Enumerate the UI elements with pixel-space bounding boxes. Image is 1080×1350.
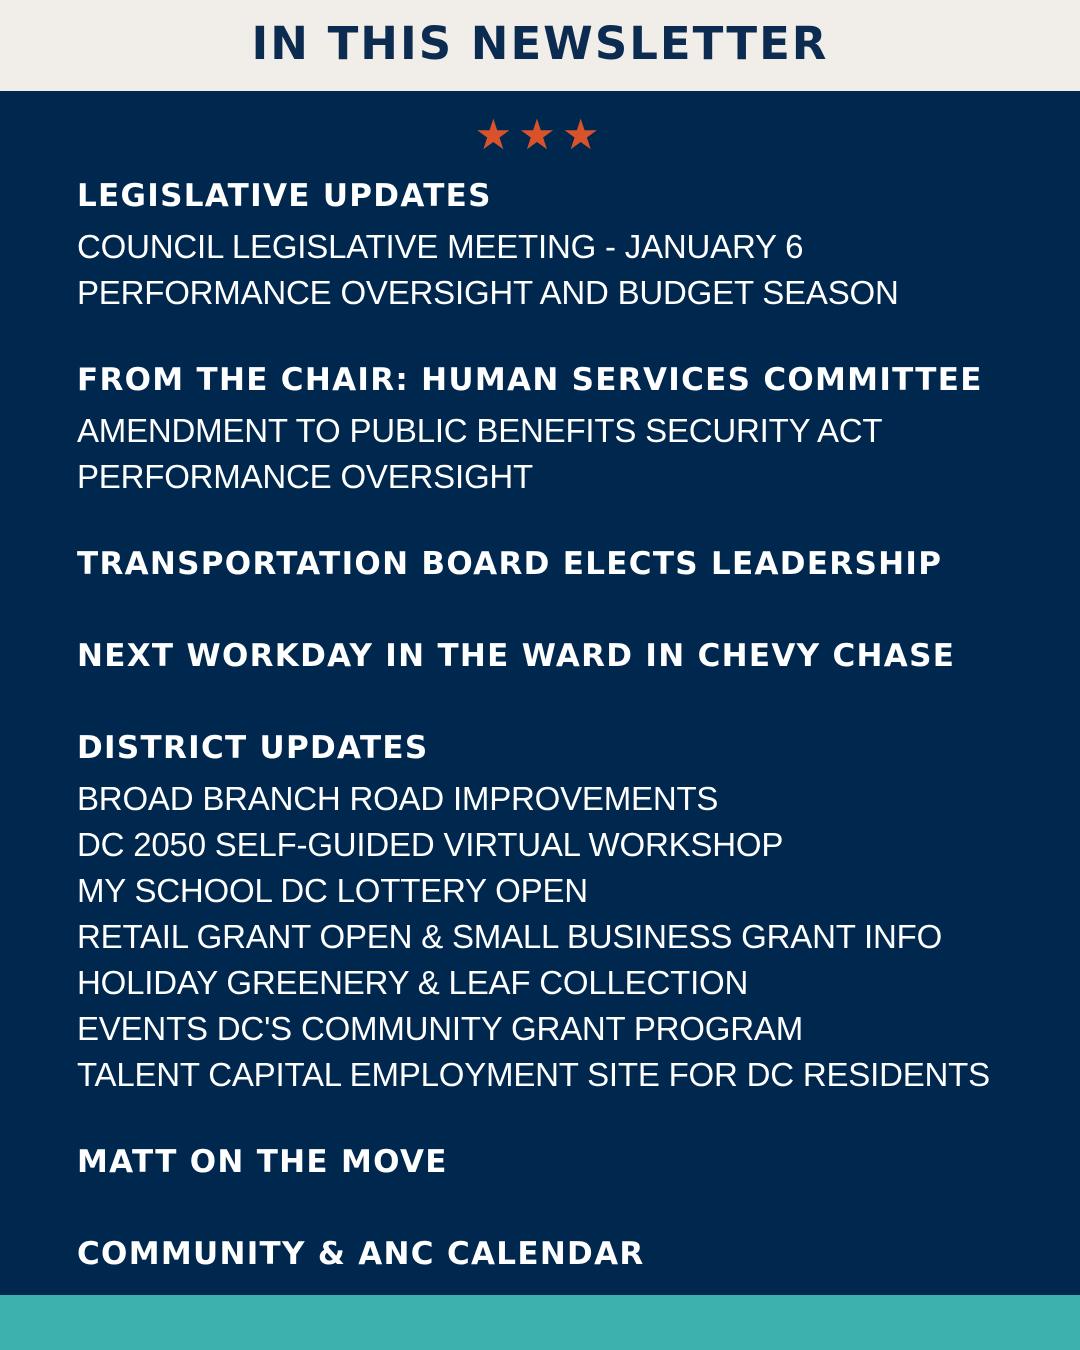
section-title-legislative-updates: LEGISLATIVE UPDATES	[77, 178, 492, 214]
page-title: IN THIS NEWSLETTER	[251, 17, 829, 70]
section-title-community-calendar: COMMUNITY & ANC CALENDAR	[77, 1236, 645, 1272]
header-banner	[0, 0, 1080, 91]
list-item: BROAD BRANCH ROAD IMPROVEMENTS	[77, 780, 719, 817]
list-item: COUNCIL LEGISLATIVE MEETING - JANUARY 6	[77, 228, 804, 265]
section-title-next-workday: NEXT WORKDAY IN THE WARD IN CHEVY CHASE	[77, 638, 956, 674]
list-item: PERFORMANCE OVERSIGHT	[77, 458, 534, 495]
list-item: RETAIL GRANT OPEN & SMALL BUSINESS GRANT INFO	[77, 918, 943, 955]
list-item: AMENDMENT TO PUBLIC BENEFITS SECURITY ACT	[77, 412, 883, 449]
list-item: HOLIDAY GREENERY & LEAF COLLECTION	[77, 964, 749, 1001]
section-title-matt-on-the-move: MATT ON THE MOVE	[77, 1144, 448, 1180]
footer-accent-bar	[0, 1295, 1080, 1350]
list-item: DC 2050 SELF-GUIDED VIRTUAL WORKSHOP	[77, 826, 784, 863]
stars-divider-icon: ★★★	[474, 110, 606, 159]
section-title-transportation-board: TRANSPORTATION BOARD ELECTS LEADERSHIP	[77, 546, 943, 582]
list-item: MY SCHOOL DC LOTTERY OPEN	[77, 872, 588, 909]
section-title-district-updates: DISTRICT UPDATES	[77, 730, 429, 766]
list-item: TALENT CAPITAL EMPLOYMENT SITE FOR DC RESIDENTS	[77, 1056, 990, 1093]
list-item: PERFORMANCE OVERSIGHT AND BUDGET SEASON	[77, 274, 899, 311]
section-title-from-the-chair: FROM THE CHAIR: HUMAN SERVICES COMMITTEE	[77, 362, 983, 398]
list-item: EVENTS DC'S COMMUNITY GRANT PROGRAM	[77, 1010, 803, 1047]
